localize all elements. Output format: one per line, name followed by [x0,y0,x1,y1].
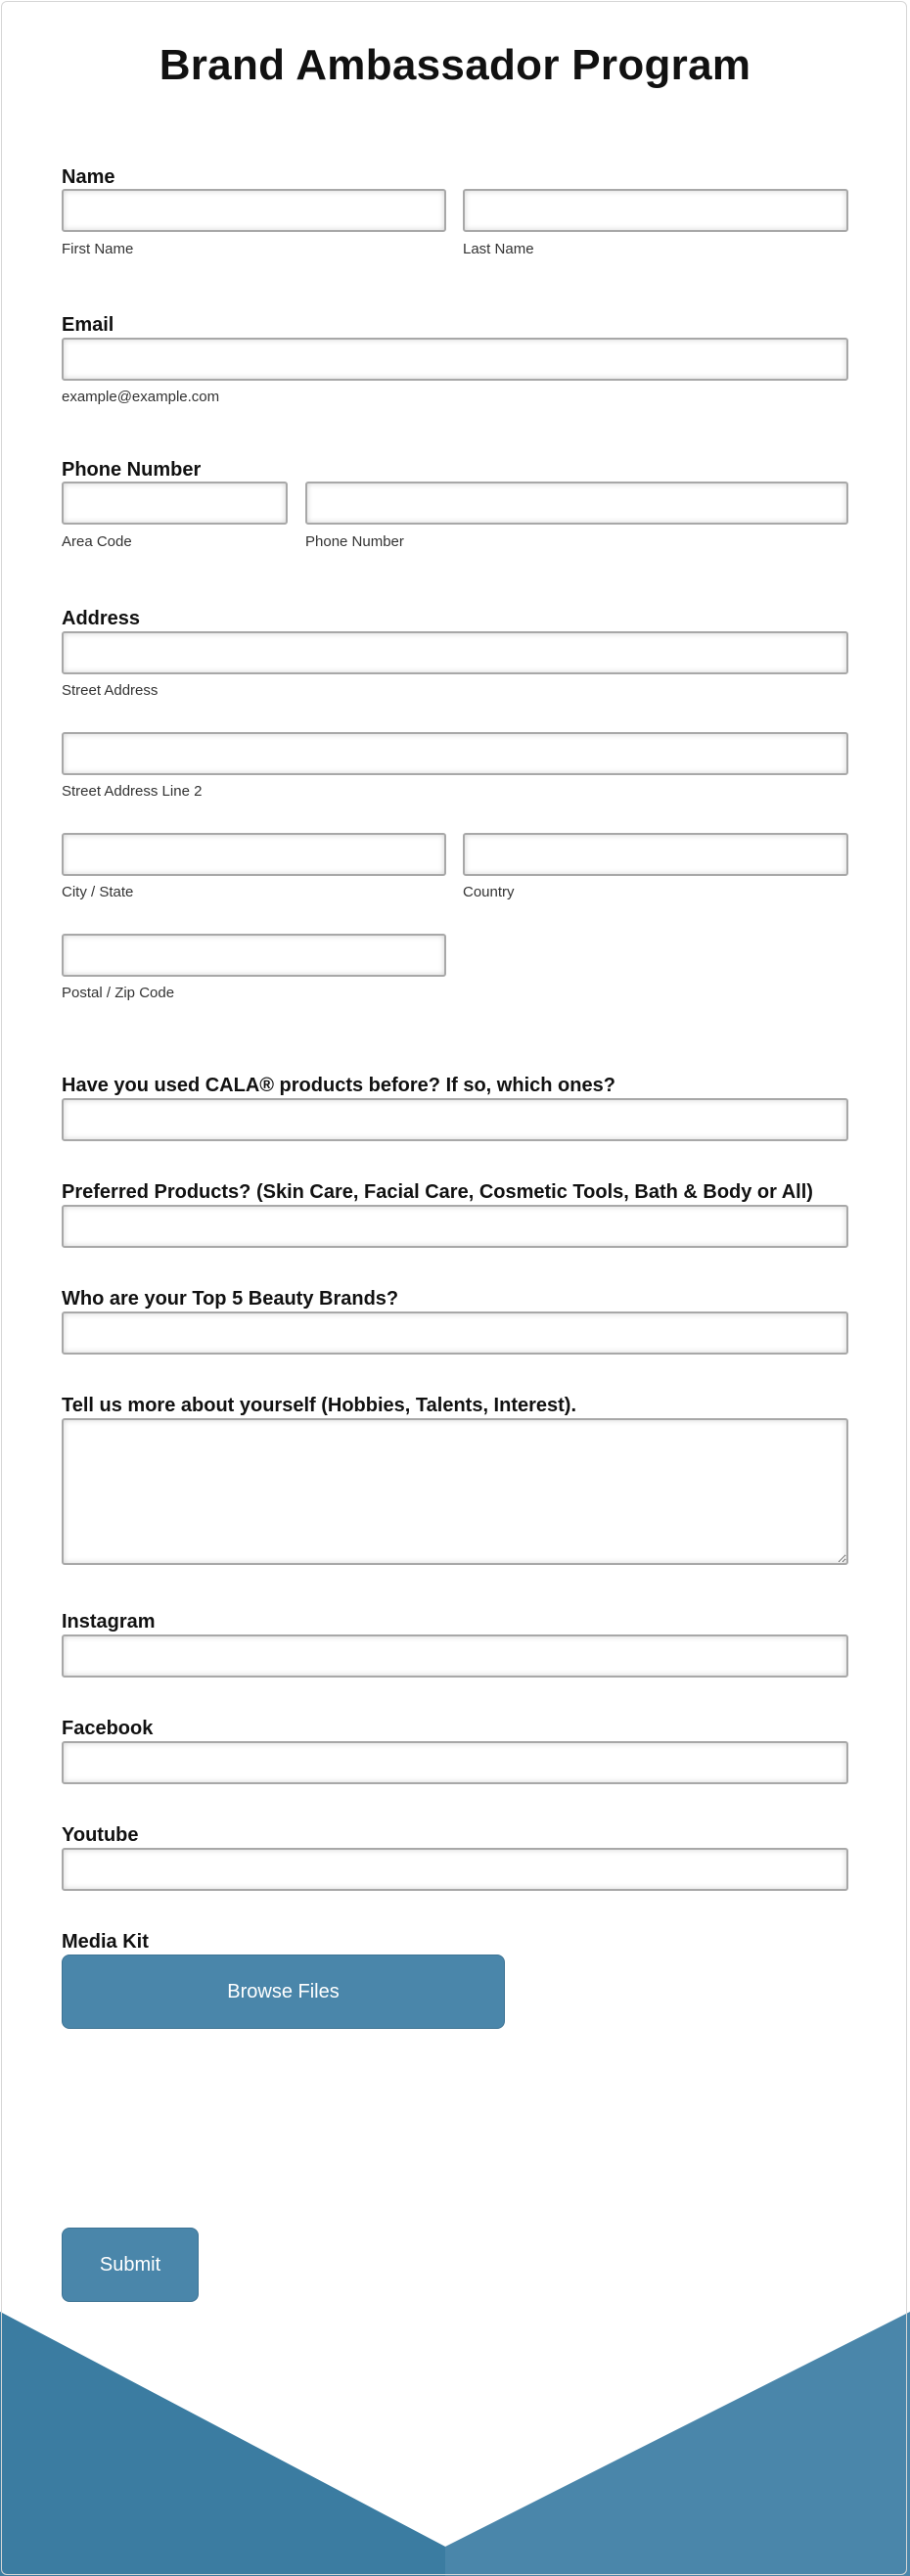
first-name-sublabel: First Name [62,241,134,257]
youtube-label: Youtube [62,1824,139,1846]
email-input[interactable] [62,338,848,381]
preferred-products-input[interactable] [62,1205,848,1248]
preferred-products-label: Preferred Products? (Skin Care, Facial Care, Cosmetic Tools, Bath & Body or All) [62,1181,813,1203]
postal-code-sublabel: Postal / Zip Code [62,985,175,1001]
country-sublabel: Country [463,884,515,900]
browse-files-button[interactable]: Browse Files [62,1955,505,2029]
used-products-label: Have you used CALA® products before? If so, which ones? [62,1075,615,1096]
city-state-input[interactable] [62,833,446,876]
country-input[interactable] [463,833,848,876]
email-sublabel: example@example.com [62,389,220,405]
media-kit-label: Media Kit [62,1931,149,1953]
name-label: Name [62,166,115,188]
address-label: Address [62,608,141,629]
street-address-input[interactable] [62,631,848,674]
first-name-input[interactable] [62,189,446,232]
used-products-input[interactable] [62,1098,848,1141]
email-label: Email [62,314,114,336]
city-state-sublabel: City / State [62,884,134,900]
instagram-input[interactable] [62,1634,848,1678]
phone-number-sublabel: Phone Number [305,533,404,550]
phone-label: Phone Number [62,459,202,481]
about-yourself-label: Tell us more about yourself (Hobbies, Talents, Interest). [62,1395,577,1416]
street-address-sublabel: Street Address [62,682,159,699]
facebook-label: Facebook [62,1718,154,1739]
last-name-sublabel: Last Name [463,241,534,257]
phone-number-input[interactable] [305,482,848,525]
postal-code-input[interactable] [62,934,446,977]
top-brands-label: Who are your Top 5 Beauty Brands? [62,1288,399,1310]
page-title: Brand Ambassador Program [159,41,751,89]
youtube-input[interactable] [62,1848,848,1891]
instagram-label: Instagram [62,1611,156,1633]
street-address-line2-sublabel: Street Address Line 2 [62,783,203,800]
area-code-input[interactable] [62,482,288,525]
about-yourself-textarea[interactable] [62,1418,848,1565]
submit-button[interactable]: Submit [62,2228,199,2302]
area-code-sublabel: Area Code [62,533,132,550]
last-name-input[interactable] [463,189,848,232]
facebook-input[interactable] [62,1741,848,1784]
street-address-line2-input[interactable] [62,732,848,775]
top-brands-input[interactable] [62,1311,848,1355]
